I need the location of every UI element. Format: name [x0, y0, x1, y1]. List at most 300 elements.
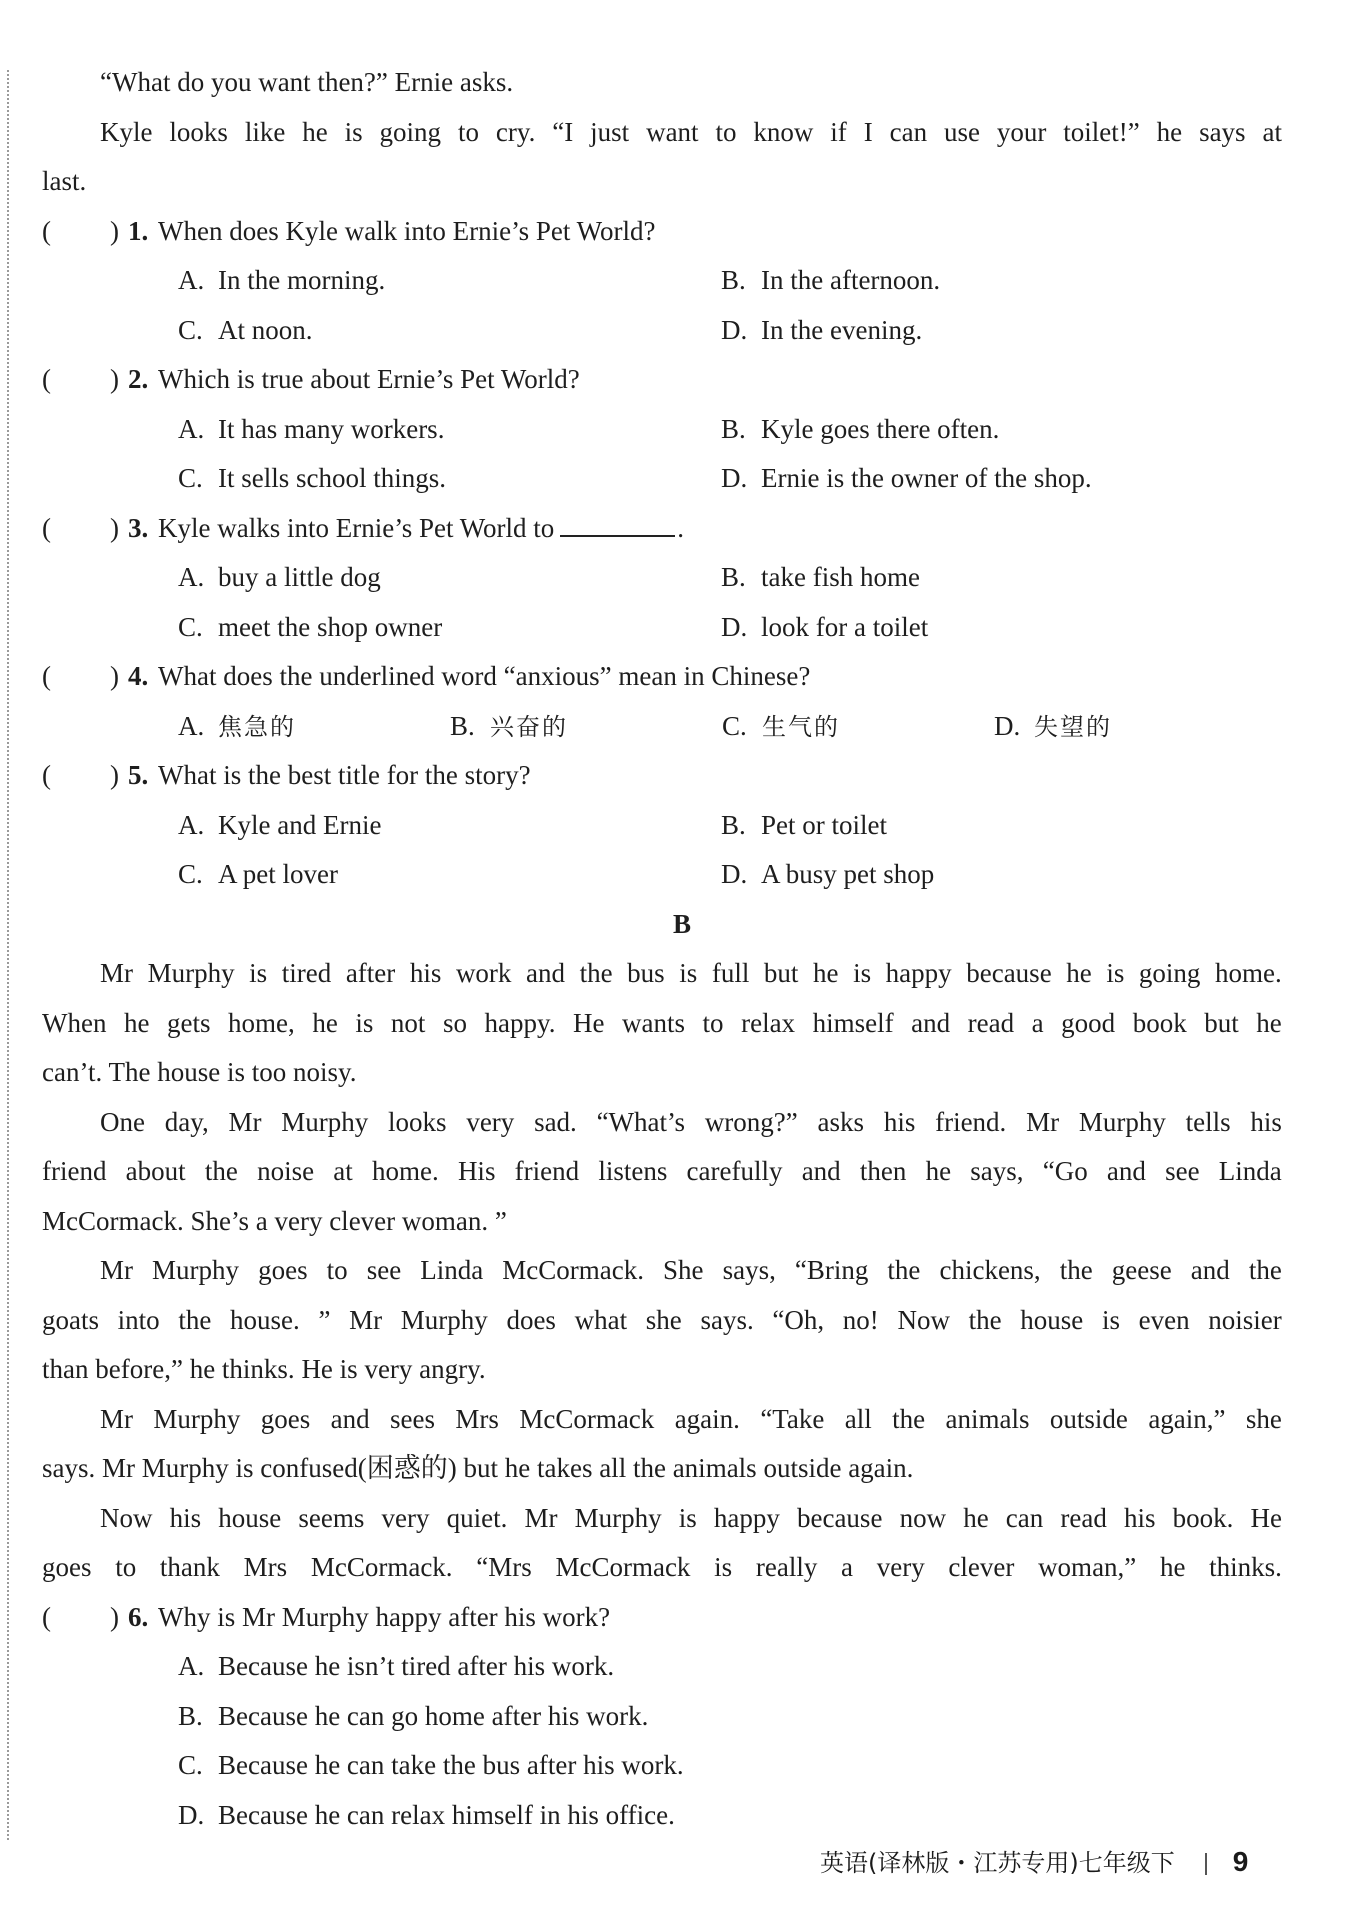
word: woman. [401, 1205, 489, 1236]
word: Linda [420, 1255, 484, 1285]
option-d: D. Because he can relax himself in his office. [178, 1799, 675, 1830]
word: Mr [1026, 1106, 1060, 1137]
question-number: 3. [128, 512, 149, 543]
word: he [1159, 1552, 1186, 1582]
answer-paren-open: ( [42, 215, 51, 246]
page-number: 9 [1232, 1846, 1249, 1877]
word: himself [812, 1007, 894, 1038]
word: says, [970, 1156, 1024, 1186]
word: before,” [95, 1354, 183, 1384]
question-3-options-row-1 [42, 553, 1282, 603]
passage-b-line [42, 999, 1282, 1049]
word: his [1123, 1502, 1156, 1533]
passage-b-line [42, 1444, 1282, 1494]
word: like [244, 116, 286, 147]
question-6 [42, 1593, 1282, 1643]
word: gets [167, 1007, 211, 1038]
word: takes [536, 1453, 593, 1483]
footer-separator [1205, 1853, 1207, 1875]
option-d: D. 失望的 [994, 710, 1112, 741]
word: into [117, 1304, 160, 1335]
word: cry. [495, 116, 536, 147]
option-a: A. Kyle and Ernie [178, 809, 382, 840]
word: at [1262, 116, 1282, 147]
word: geese [1111, 1255, 1172, 1285]
word: house [1020, 1304, 1084, 1335]
word: a [255, 1205, 268, 1236]
word: thinks. [221, 1354, 295, 1384]
word: a [1031, 1007, 1044, 1038]
word: to [457, 116, 479, 147]
word: he [189, 1354, 216, 1384]
word: goes [258, 1255, 308, 1285]
word: His [457, 1156, 496, 1186]
word: goats [42, 1304, 99, 1335]
word: a [841, 1552, 854, 1582]
word: McCormack [519, 1403, 655, 1434]
word: When [42, 1007, 107, 1038]
word: what [574, 1304, 628, 1335]
option-a: A. Because he isn’t tired after his work. [178, 1651, 615, 1681]
question-text: Kyle walks into Ernie’s Pet World to [158, 512, 555, 543]
word: house [157, 1057, 221, 1087]
word: than [42, 1354, 89, 1384]
word: She [663, 1255, 704, 1285]
word: McCormack. [310, 1552, 453, 1582]
margin-dotted-rule [7, 70, 9, 1840]
word: happy [885, 958, 952, 988]
word: all [844, 1403, 872, 1434]
word: he [312, 1007, 338, 1038]
word: noise [257, 1156, 315, 1186]
question-4 [42, 652, 1282, 702]
word: again,” [1148, 1403, 1226, 1434]
word: Mrs [243, 1552, 288, 1582]
word: says, [722, 1255, 776, 1285]
word: He [301, 1354, 333, 1384]
word: very [876, 1552, 925, 1582]
word: tired [281, 958, 332, 988]
word: bus [627, 958, 665, 988]
option-d: D. Ernie is the owner of the shop. [721, 463, 1092, 493]
word: Mr [100, 1255, 133, 1285]
passage-a-line-1: “What do you want then?” Ernie asks. [100, 67, 514, 97]
word: going [1138, 958, 1201, 988]
word: the [968, 1304, 1002, 1335]
word: not [390, 1007, 426, 1038]
passage-b-line [42, 1395, 1282, 1445]
question-5-options-row-2 [42, 850, 1282, 900]
word: Murphy [141, 1453, 229, 1483]
word: his [409, 958, 442, 988]
word: home, [228, 1007, 295, 1038]
word: even [1138, 1304, 1190, 1335]
word: the [1248, 1255, 1282, 1285]
word: he [124, 1007, 150, 1038]
option-a: A. It has many workers. [178, 413, 445, 444]
word: Now [897, 1304, 950, 1335]
question-2-options-row-2 [42, 454, 1282, 504]
word: friend. [935, 1106, 1007, 1137]
question-3 [42, 504, 1282, 554]
option-a: A. 焦急的 [178, 710, 296, 741]
word: going [379, 116, 442, 147]
word: She’s [190, 1205, 249, 1236]
word: outside [1049, 1403, 1128, 1434]
answer-paren-close: ) [110, 661, 119, 691]
question-1-options-row-1 [42, 256, 1282, 306]
word: can’t. [42, 1057, 103, 1087]
answer-paren-close: ) [110, 1601, 119, 1632]
word: house. [230, 1304, 300, 1335]
passage-b-line [42, 1147, 1282, 1197]
word: clever [948, 1552, 1015, 1582]
word: see [366, 1255, 402, 1285]
section-b-heading: B [672, 908, 691, 939]
word: noisy. [293, 1057, 357, 1087]
word: “Mrs [476, 1552, 532, 1582]
word: very [364, 1354, 413, 1384]
question-text: What is the best title for the story? [158, 760, 531, 790]
passage-b-line [42, 1543, 1282, 1593]
option-b: B. Kyle goes there often. [721, 413, 1000, 444]
option-b: B. 兴奋的 [450, 710, 568, 741]
word: angry. [419, 1354, 486, 1384]
word: is [235, 1453, 254, 1483]
question-6-option-d [42, 1791, 1282, 1841]
word: thinks. [1209, 1552, 1282, 1582]
word: says. [42, 1453, 96, 1483]
word: clever [329, 1205, 396, 1236]
word: house [218, 1502, 282, 1533]
word: Kyle [100, 116, 153, 147]
word: One [100, 1106, 145, 1137]
word: very [274, 1205, 323, 1236]
word: noisier [1208, 1304, 1282, 1335]
passage-b [42, 949, 1282, 1593]
word: the [632, 1453, 666, 1483]
question-3-options-row-2 [42, 603, 1282, 653]
word: Now [100, 1502, 153, 1533]
word: about [125, 1156, 186, 1186]
word: book. [1172, 1502, 1234, 1533]
word: looks [169, 116, 228, 147]
word: relax [741, 1007, 796, 1038]
word: now [899, 1502, 947, 1533]
word: wrong?” [704, 1106, 798, 1137]
word: he [813, 958, 839, 988]
word: ” [494, 1205, 507, 1236]
word: He [573, 1007, 605, 1038]
option-b: B. Because he can go home after his work. [178, 1700, 649, 1731]
word: “Bring [794, 1255, 869, 1285]
option-d: D. In the evening. [721, 314, 923, 345]
word: “What’s [596, 1106, 686, 1137]
option-b: B. Pet or toilet [721, 809, 887, 840]
word: read [967, 1007, 1015, 1038]
page-content [42, 58, 1282, 1840]
passage-b-line [42, 1246, 1282, 1296]
answer-paren-open: ( [42, 760, 51, 790]
word: she [645, 1304, 682, 1335]
option-c: C. meet the shop owner [178, 611, 443, 642]
word: day, [164, 1106, 209, 1137]
word: seems [298, 1502, 365, 1533]
word: is [249, 958, 268, 988]
word: “Oh, [772, 1304, 825, 1335]
answer-paren-open: ( [42, 364, 51, 394]
word: friend [514, 1156, 580, 1186]
word: no! [842, 1304, 879, 1335]
question-number: 2. [128, 364, 149, 394]
word: to [115, 1552, 137, 1582]
question-text: Why is Mr Murphy happy after his work? [158, 1601, 611, 1632]
word: again. [848, 1453, 914, 1483]
word: he [1066, 958, 1092, 988]
word: his [883, 1106, 916, 1137]
answer-paren-open: ( [42, 512, 51, 543]
option-c: C. 生气的 [722, 710, 840, 741]
option-b: B. take fish home [721, 562, 920, 592]
question-6-option-c [42, 1741, 1282, 1791]
word: can [889, 116, 928, 147]
question-text-end: . [677, 512, 685, 543]
word: the [887, 1255, 921, 1285]
passage-b-line [42, 1098, 1282, 1148]
word: work [455, 958, 512, 988]
option-d: D. A busy pet shop [721, 859, 935, 889]
word: know [753, 116, 814, 147]
word: confused(困惑的) [260, 1453, 457, 1483]
word: woman,” [1038, 1552, 1137, 1582]
word: see [1165, 1156, 1200, 1186]
word: and [330, 1403, 370, 1434]
word: very [381, 1502, 430, 1533]
word: I [863, 116, 873, 147]
word: because [796, 1502, 883, 1533]
question-2-options-row-1 [42, 405, 1282, 455]
word: but [1204, 1007, 1239, 1038]
word: animals [672, 1453, 757, 1483]
word: Murphy [147, 958, 235, 988]
word: home. [1215, 958, 1282, 988]
word: is [1106, 958, 1125, 988]
answer-paren-open: ( [42, 1601, 51, 1632]
word: carefully [686, 1156, 783, 1186]
word: the [892, 1403, 926, 1434]
book-title: 英语(译林版・江苏专用)七年级下 [820, 1849, 1175, 1877]
option-a: A. In the morning. [178, 265, 386, 295]
word: he [302, 116, 328, 147]
word: The [108, 1057, 151, 1087]
word: but [463, 1453, 498, 1483]
word: his [169, 1502, 202, 1533]
word: to [326, 1255, 348, 1285]
word: because [966, 958, 1052, 988]
question-number: 6. [128, 1601, 149, 1632]
word: is [853, 958, 872, 988]
word: is [714, 1552, 733, 1582]
word: is [1101, 1304, 1120, 1335]
word: “I [552, 116, 574, 147]
word: Murphy [152, 1255, 240, 1285]
word: Murphy [400, 1304, 488, 1335]
word: Murphy [1078, 1106, 1166, 1137]
word: says. [700, 1304, 754, 1335]
word: the [178, 1304, 212, 1335]
question-2 [42, 355, 1282, 405]
word: goes [260, 1403, 311, 1434]
word: McCormack [555, 1552, 691, 1582]
word: says [1199, 116, 1246, 147]
word: he [504, 1453, 531, 1483]
word: use [943, 116, 980, 147]
word: is [678, 1502, 697, 1533]
word: and [911, 1007, 951, 1038]
word: tells [1185, 1106, 1231, 1137]
word: sees [390, 1403, 436, 1434]
question-text: Which is true about Ernie’s Pet World? [158, 364, 580, 394]
word: he [1256, 1007, 1282, 1038]
word: Mrs [455, 1403, 499, 1434]
passage-b-line [42, 1345, 1282, 1395]
word: Mr [100, 1403, 133, 1434]
option-c: C. A pet lover [178, 859, 338, 889]
word: goes [42, 1552, 92, 1582]
word: good [1061, 1007, 1116, 1038]
word: he [925, 1156, 952, 1186]
word: if [830, 116, 847, 147]
passage-b-line [42, 949, 1282, 999]
word: “Take [760, 1403, 825, 1434]
passage-b-line [42, 1048, 1282, 1098]
word: all [599, 1453, 627, 1483]
word: is [679, 958, 698, 988]
question-number: 1. [128, 215, 149, 246]
word: is [226, 1057, 245, 1087]
word: full [711, 958, 750, 988]
fill-in-blank[interactable] [560, 509, 675, 537]
passage-a-line-2 [42, 108, 1282, 158]
word: to [715, 116, 737, 147]
word: wants [622, 1007, 686, 1038]
question-number: 4. [128, 661, 149, 691]
option-c: C. It sells school things. [178, 463, 446, 493]
word: thank [159, 1552, 220, 1582]
word: outside [763, 1453, 842, 1483]
word: your [996, 116, 1047, 147]
word: Mr [100, 958, 133, 988]
question-6-option-b [42, 1692, 1282, 1742]
passage-a-line-3: last. [42, 166, 87, 196]
word: and [1106, 1156, 1146, 1186]
word: book [1132, 1007, 1187, 1038]
word: want [646, 116, 699, 147]
word: his [1250, 1106, 1282, 1137]
word: animals [945, 1403, 1030, 1434]
question-5 [42, 751, 1282, 801]
option-c: C. At noon. [178, 314, 313, 345]
word: friend [42, 1156, 107, 1186]
question-6-option-a [42, 1642, 1282, 1692]
answer-paren-open: ( [42, 661, 51, 691]
word: asks [817, 1106, 865, 1137]
word: can [1005, 1502, 1044, 1533]
word: Linda [1218, 1156, 1282, 1186]
page-footer [820, 1842, 1248, 1882]
word: but [763, 958, 799, 988]
question-4-options-row [42, 702, 1282, 752]
passage-b-line [42, 1494, 1282, 1544]
word: Murphy [574, 1502, 662, 1533]
word: is [344, 116, 363, 147]
answer-paren-close: ) [110, 760, 119, 790]
word: the [204, 1156, 238, 1186]
word: looks [388, 1106, 447, 1137]
word: is [355, 1007, 374, 1038]
word: too [251, 1057, 287, 1087]
word: Mr [228, 1106, 262, 1137]
question-text: What does the underlined word “anxious” mean in Chinese? [158, 661, 811, 691]
option-c: C. Because he can take the bus after his work. [178, 1750, 684, 1780]
word: “Go [1042, 1156, 1088, 1186]
word: chickens, [939, 1255, 1041, 1285]
word: McCormack. [42, 1205, 184, 1236]
word: ” [318, 1304, 331, 1335]
word: McCormack. [502, 1255, 644, 1285]
word: toilet!” [1063, 116, 1140, 147]
word: happy [713, 1502, 780, 1533]
word: then [859, 1156, 907, 1186]
word: again. [674, 1403, 740, 1434]
word: just [590, 116, 630, 147]
word: Mr [349, 1304, 383, 1335]
word: at [333, 1156, 353, 1186]
word: happy. [484, 1007, 556, 1038]
question-number: 5. [128, 760, 149, 790]
option-d: D. look for a toilet [721, 611, 929, 642]
word: he [963, 1502, 989, 1533]
answer-paren-close: ) [110, 364, 119, 394]
word: He [1250, 1502, 1282, 1533]
word: read [1060, 1502, 1107, 1533]
word: listens [598, 1156, 668, 1186]
word: very [466, 1106, 515, 1137]
answer-paren-close: ) [110, 215, 119, 246]
word: sad. [534, 1106, 577, 1137]
word: does [506, 1304, 556, 1335]
passage-b-line [42, 1296, 1282, 1346]
question-text: When does Kyle walk into Ernie’s Pet World? [158, 215, 656, 246]
word: is [339, 1354, 358, 1384]
word: he [1156, 116, 1183, 147]
word: Mr [524, 1502, 558, 1533]
word: she [1245, 1403, 1282, 1434]
question-1-options-row-2 [42, 306, 1282, 356]
word: to [702, 1007, 724, 1038]
word: and [526, 958, 565, 988]
word: Murphy [281, 1106, 369, 1137]
word: the [1059, 1255, 1093, 1285]
option-b: B. In the afternoon. [721, 265, 941, 295]
question-5-options-row-1 [42, 801, 1282, 851]
word: Murphy [153, 1403, 241, 1434]
word: and [1190, 1255, 1230, 1285]
word: after [345, 958, 396, 988]
word: quiet. [446, 1502, 508, 1533]
word: and [801, 1156, 841, 1186]
word: Mr [102, 1453, 135, 1483]
